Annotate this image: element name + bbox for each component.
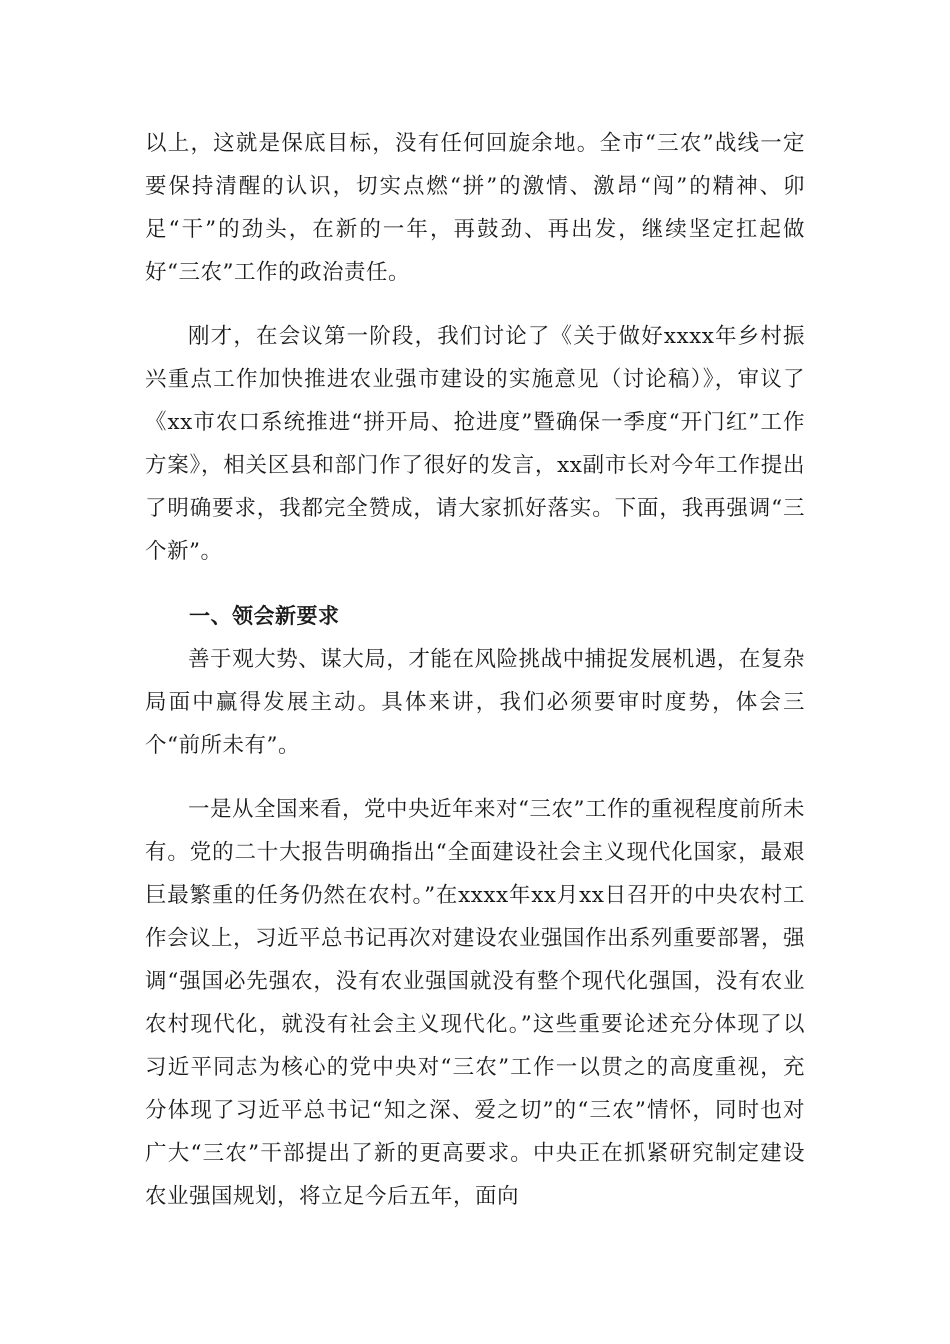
paragraph-national-view: 一是从全国来看，党中央近年来对“三农”工作的重视程度前所未有。党的二十大报告明确指出“全面建设社会主义现代化国家，最艰巨最繁重的任务仍然在农村。”在xxxx年xx月xx日召开的中央农村工作会议上，习近平总书记再次对建设农业强国作出系列重要部署，强调“强国必先强农，没有农业强国就没有整个现代化强国，没有农业农村现代化，就没有社会主义现代化。”这些重要论述充分体现了以习近平同志为核心的党中央对“三农”工作一以贯之的高度重视，充分体现了习近平总书记“知之深、爱之切”的“三农”情怀，同时也对广大“三农”干部提出了新的更高要求。中央正在抓紧研究制定建设农业强国规划，将立足今后五年，面向 bbox=[145, 797, 806, 1209]
section-heading: 一、领会新要求 bbox=[189, 604, 340, 628]
paragraph-continuation: 以上，这就是保底目标，没有任何回旋余地。全市“三农”战线一定要保持清醒的认识，切实点燃“拼”的激情、激昂“闯”的精神、卯足“干”的劲头，在新的一年，再鼓劲、再出发，继续坚定扛起做好“三农”工作的政治责任。 bbox=[145, 131, 805, 285]
paragraph-meeting-review: 刚才，在会议第一阶段，我们讨论了《关于做好xxxx年乡村振兴重点工作加快推进农业强市建设的实施意见（讨论稿）》，审议了《xx市农口系统推进“拼开局、抢进度”暨确保一季度“开门红”工作方案》，相关区县和部门作了很好的发言，xx副市长对今年工作提出了明确要求，我都完全赞成，请大家抓好落实。下面，我再强调“三个新”。 bbox=[145, 324, 805, 564]
paragraph-section-intro: 善于观大势、谋大局，才能在风险挑战中捕捉发展机遇，在复杂局面中赢得发展主动。具体来讲，我们必须要审时度势，体会三个“前所未有”。 bbox=[145, 647, 805, 758]
document-body bbox=[145, 122, 805, 1218]
